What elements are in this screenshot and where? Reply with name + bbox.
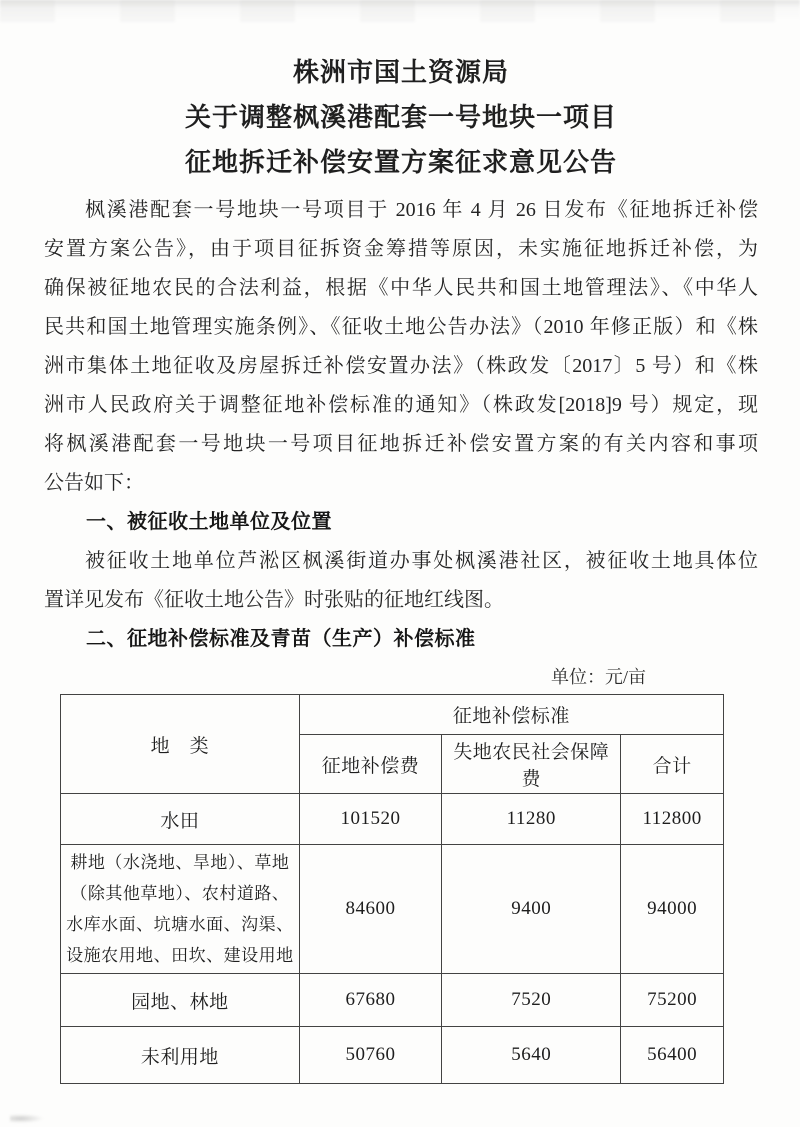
compensation-fee-cell: 84600 <box>299 845 442 974</box>
group-header-cell: 征地补偿标准 <box>299 695 723 735</box>
document-title <box>44 50 758 185</box>
intro-line: 安置方案公告》，由于项目征拆资金筹措等原因，未实施征地拆迁补偿，为 <box>44 238 758 260</box>
intro-line: 洲市人民政府关于调整征地补偿标准的通知》（株政发[2018]9 号）规定，现 <box>44 394 758 416</box>
intro-line: 将枫溪港配套一号地块一号项目征地拆迁补偿安置方案的有关内容和事项 <box>44 433 758 455</box>
intro-line: 枫溪港配套一号地块一号项目于 2016 年 4 月 26 日发布《征地拆迁补偿 <box>85 199 758 221</box>
section-1-line: 被征收土地单位芦淞区枫溪街道办事处枫溪港社区，被征收土地具体位 <box>85 550 758 572</box>
total-cell: 112800 <box>621 794 724 845</box>
table-row <box>61 1027 724 1084</box>
total-cell: 56400 <box>621 1027 724 1084</box>
compensation-fee-cell: 67680 <box>299 974 442 1027</box>
table-row <box>61 845 724 974</box>
category-cell: 园地、林地 <box>61 974 300 1027</box>
sub-header-compensation-fee: 征地补偿费 <box>299 735 442 794</box>
section-1-paragraph <box>44 542 758 620</box>
social-security-cell: 7520 <box>442 974 621 1027</box>
intro-line: 确保被征地农民的合法利益，根据《中华人民共和国土地管理法》、《中华人 <box>44 277 758 299</box>
land-type-header-cell: 地 类 <box>61 695 300 794</box>
intro-line: 民共和国土地管理实施条例》、《征收土地公告办法》（2010 年修正版）和《株 <box>44 316 758 338</box>
scan-smudge-bottom-left <box>10 1114 44 1123</box>
total-cell: 94000 <box>621 845 724 974</box>
compensation-fee-cell: 101520 <box>299 794 442 845</box>
title-line-1: 株洲市国土资源局 <box>292 58 509 87</box>
title-line-2: 关于调整枫溪港配套一号地块一项目 <box>184 103 617 132</box>
title-line-3: 征地拆迁补偿安置方案征求意见公告 <box>184 148 617 177</box>
social-security-cell: 5640 <box>442 1027 621 1084</box>
compensation-fee-cell: 50760 <box>299 1027 442 1084</box>
category-cell: 耕地（水浇地、旱地）、草地（除其他草地）、农村道路、水库水面、坑塘水面、沟渠、设施农用地、田坎、建设用地 <box>61 845 300 974</box>
table-header-row-1 <box>61 695 724 735</box>
section-1-line: 置详见发布《征收土地公告》时张贴的征地红线图。 <box>44 589 504 611</box>
category-cell: 未利用地 <box>61 1027 300 1084</box>
social-security-cell: 11280 <box>442 794 621 845</box>
table-row <box>61 974 724 1027</box>
intro-paragraph <box>44 191 758 503</box>
section-2-heading: 二、征地补偿标准及青苗（生产）补偿标准 <box>86 628 476 650</box>
table-unit-label: 单位：元/亩 <box>550 667 646 687</box>
compensation-standards-table <box>60 694 724 1084</box>
table-row <box>61 794 724 845</box>
social-security-cell: 9400 <box>442 845 621 974</box>
total-cell: 75200 <box>621 974 724 1027</box>
intro-line: 洲市集体土地征收及房屋拆迁补偿安置办法》（株政发〔2017〕5 号）和《株 <box>44 355 758 377</box>
category-cell: 水田 <box>61 794 300 845</box>
intro-line: 公告如下： <box>44 472 144 494</box>
section-1-heading: 一、被征收土地单位及位置 <box>86 511 332 533</box>
sub-header-social-security: 失地农民社会保障费 <box>442 735 621 794</box>
sub-header-total: 合计 <box>621 735 724 794</box>
